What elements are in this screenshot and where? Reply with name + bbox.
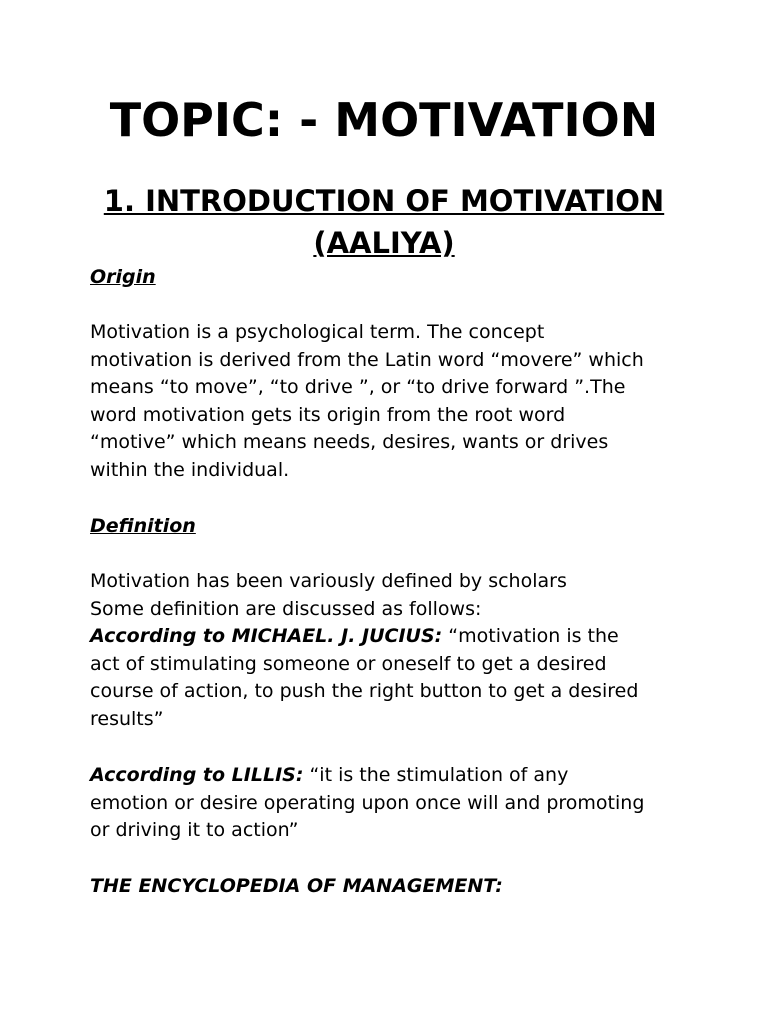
- definition-paragraph: [90, 568, 690, 734]
- jucius-quote-start: “motivation is the: [442, 625, 619, 648]
- definition-intro-line-1: Motivation has been variously defined by scholars: [90, 570, 567, 592]
- origin-line-6: within the individual.: [90, 458, 290, 481]
- section-heading: [90, 180, 678, 264]
- page-title: TOPIC: - MOTIVATION: [109, 93, 659, 147]
- jucius-lead: According to MICHAEL. J. JUCIUS:: [90, 625, 443, 648]
- origin-paragraph: [90, 319, 690, 485]
- origin-line-1: Motivation is a psychological term. The concept: [90, 321, 545, 343]
- jucius-line-3: course of action, to push the right button to get a desired: [90, 680, 639, 703]
- lillis-line-3: or driving it to action”: [90, 819, 299, 842]
- section-heading-line-2: (AALIYA): [313, 226, 455, 260]
- section-heading-line-1: 1. INTRODUCTION OF MOTIVATION: [103, 184, 665, 218]
- lillis-first-line: [90, 762, 690, 790]
- lillis-paragraph: [90, 762, 690, 845]
- encyclopedia-heading: THE ENCYCLOPEDIA OF MANAGEMENT:: [90, 875, 503, 897]
- lillis-line-2: emotion or desire operating upon once will and promoting: [90, 791, 645, 814]
- lillis-lead: According to LILLIS:: [90, 764, 304, 786]
- jucius-first-line: [90, 623, 690, 651]
- origin-line-4: word motivation gets its origin from the root word: [90, 403, 566, 426]
- jucius-line-4: results”: [90, 707, 164, 730]
- origin-line-5: “motive” which means needs, desires, wants or drives: [90, 431, 609, 454]
- definition-intro-line-2: Some definition are discussed as follows:: [90, 597, 482, 620]
- lillis-quote-start: “it is the stimulation of any: [303, 764, 569, 786]
- origin-line-2: motivation is derived from the Latin word “movere” which: [90, 348, 644, 371]
- origin-line-3: means “to move”, “to drive ”, or “to drive forward ”.The: [90, 376, 626, 399]
- origin-heading: Origin: [90, 266, 156, 288]
- definition-heading: Definition: [90, 515, 196, 537]
- jucius-line-2: act of stimulating someone or oneself to get a desired: [90, 652, 607, 675]
